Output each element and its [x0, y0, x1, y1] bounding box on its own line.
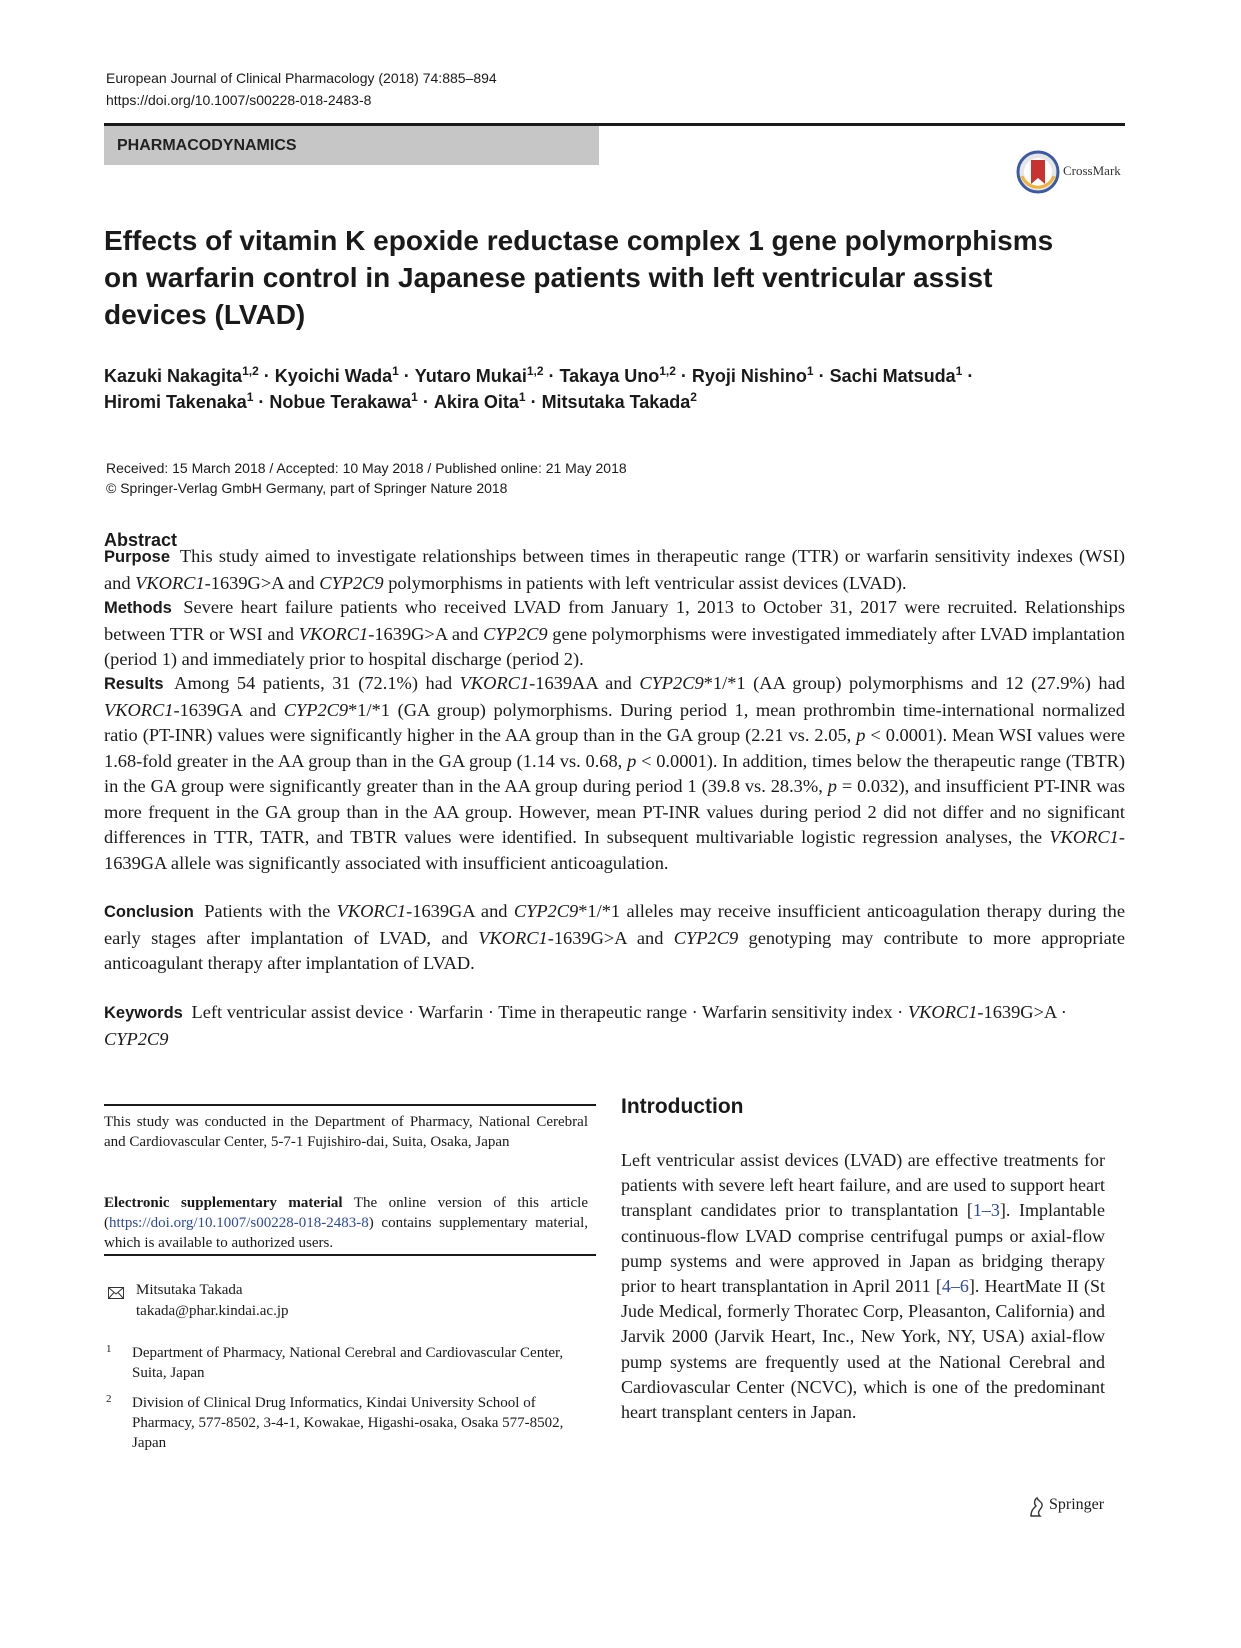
introduction-heading: Introduction — [621, 1095, 744, 1118]
abstract-heading: Abstract — [104, 530, 178, 550]
affiliation-2-number: 2 — [106, 1393, 112, 1405]
author-name[interactable]: Sachi Matsuda — [829, 366, 956, 386]
corresponding-author-name: Mitsutaka Takada — [136, 1282, 243, 1298]
title-line-3: devices (LVAD) — [104, 299, 306, 330]
author-affiliation: 1 — [392, 364, 399, 378]
results-label: Results — [104, 675, 164, 693]
author-affiliation: 1 — [411, 390, 418, 404]
author-affiliation: 1,2 — [242, 364, 259, 378]
author-name[interactable]: Mitsutaka Takada — [541, 392, 691, 412]
study-note: This study was conducted in the Department of Pharmacy, National Cerebral and Cardiovascular Center, 5-7-1 Fujishiro-dai, Suita, Osaka, Japan — [104, 1114, 588, 1150]
footnote-rule-top — [104, 1104, 596, 1106]
copyright-notice: © Springer-Verlag GmbH Germany, part of Springer Nature 2018 — [106, 480, 508, 496]
abstract-methods — [104, 595, 1125, 673]
author-affiliation: 1 — [955, 364, 963, 378]
purpose-label: Purpose — [104, 548, 171, 566]
author-name[interactable]: Hiromi Takenaka — [104, 392, 247, 412]
author-affiliation: 2 — [690, 390, 697, 404]
affiliation-2: Division of Clinical Drug Informatics, Kindai University School of Pharmacy, 577-8502, 3-4-1, Kowakae, Higashi-osaka, Osaka 577-8502, Japan — [132, 1395, 564, 1451]
conclusion-label: Conclusion — [104, 903, 194, 921]
methods-label: Methods — [104, 599, 172, 617]
section-label: PHARMACODYNAMICS — [117, 137, 297, 154]
author-affiliation: 1,2 — [526, 364, 544, 378]
title-line-1: Effects of vitamin K epoxide reductase complex 1 gene polymorphisms — [104, 225, 1054, 256]
footnote-rule-bottom — [104, 1254, 596, 1256]
abstract-results — [104, 671, 1125, 876]
crossmark-label: CrossMark — [1063, 163, 1121, 178]
author-affiliation: 1 — [518, 390, 526, 404]
methods-text: Severe heart failure patients who received LVAD from January 1, 2013 to October 31, 2017 were recruited. Relationships between TTR or WSI and VKORC1-1639G>A and CYP2C9 gene polymorphisms were investigated immediately after LVAD implantation (period 1) and immediately prior to hospital discharge (period 2). — [104, 597, 1125, 669]
author-name[interactable]: Ryoji Nishino — [691, 366, 807, 386]
esm-pre: The online version of this article ( — [104, 1195, 589, 1231]
affiliation-1: Department of Pharmacy, National Cerebral and Cardiovascular Center, Suita, Japan — [132, 1345, 564, 1381]
author-name[interactable]: Kyoichi Wada — [274, 366, 393, 386]
authors-line-1: Kazuki Nakagita$^{1,2}$ · Kyoichi Wada$^1$ · Yutaro Mukai$^{1,2}$ · Takaya Uno$^{1,2}$ · Ryoji Nishino$^1$ · Sachi Matsuda$^1$ · — [104, 364, 974, 386]
authors-line-2: Hiromi Takenaka$^1$ · Nobue Terakawa$^1$ · Akira Oita$^1$ · Mitsutaka Takada$^2$ — [104, 390, 697, 412]
publication-dates: Received: 15 March 2018 / Accepted: 10 May 2018 / Published online: 21 May 2018 — [106, 460, 627, 476]
abstract-conclusion — [104, 899, 1125, 977]
author-name[interactable]: Kazuki Nakagita — [104, 366, 243, 386]
springer-horse-icon — [1025, 1496, 1047, 1518]
introduction-text: Left ventricular assist devices (LVAD) are effective treatments for patients with severe left heart failure, and are used to support heart transplant candidates prior to transplantation [1–3]. Implantable continuous-flow LVAD comprise centrifugal pumps or axial-flow pump systems and were approved in Japan as bridging therapy prior to heart transplantation in April 2011 [4–6]. HeartMate II (St Jude Medical, formerly Thoratec Corp, Pleasanton, California) and Jarvik 2000 (Jarvik Heart, Inc., New York, NY, USA) axial-flow pump systems are frequently used at the National Cerebral and Cardiovascular Center (NCVC), which is one of the predominant heart transplant centers in Japan. — [621, 1150, 1106, 1423]
esm-label: Electronic supplementary material — [104, 1195, 343, 1211]
author-name[interactable]: Takaya Uno — [559, 366, 660, 386]
results-text: Among 54 patients, 31 (72.1%) had VKORC1-1639AA and CYP2C9*1/*1 (AA group) polymorphisms and 12 (27.9%) had VKORC1-1639GA and CYP2C9*1/*1 (GA group) polymorphisms. During period 1, mean prothrombin time-international normalized ratio (PT-INR) values were significantly higher in the AA group than in the GA group (2.21 vs. 2.05, p < 0.0001). Mean WSI values were 1.68-fold greater in the AA group than in the GA group (1.14 vs. 0.68, p < 0.0001). In addition, times below the therapeutic range (TBTR) in the GA group were significantly greater than in the AA group during period 1 (39.8 vs. 28.3%, p = 0.032), and insufficient PT-INR was more frequent in the GA group than in the AA group. However, mean PT-INR values during period 2 did not differ and no significant differences in TTR, TATR, and TBTR values were identified. In subsequent multivariable logistic regression analyses, the VKORC1-1639GA allele was significantly associated with insufficient anticoagulation. — [104, 673, 1126, 873]
article-title — [104, 222, 1064, 333]
supplementary-note — [104, 1193, 588, 1253]
author-name[interactable]: Yutaro Mukai — [414, 366, 527, 386]
envelope-icon — [108, 1287, 124, 1299]
crossmark-icon — [1016, 150, 1060, 194]
springer-label: Springer — [1049, 1496, 1105, 1513]
keywords-text: Left ventricular assist device · Warfarin · Time in therapeutic range · Warfarin sensitivity index · VKORC1-1639G>A · CYP2C9 — [104, 1002, 1067, 1049]
purpose-text: This study aimed to investigate relationships between times in therapeutic range (TTR) or warfarin sensitivity indexes (WSI) and VKORC1-1639G>A and CYP2C9 polymorphisms in patients with left ventricular assist devices (LVAD). — [104, 546, 1126, 593]
abstract-purpose — [104, 544, 1125, 596]
affiliation-1-number: 1 — [106, 1343, 112, 1355]
esm-post: ) contains supplementary material, which is available to authorized users. — [104, 1215, 588, 1251]
author-name[interactable]: Nobue Terakawa — [269, 392, 412, 412]
author-affiliation: 1 — [806, 364, 814, 378]
esm-link[interactable]: https://doi.org/10.1007/s00228-018-2483-8 — [109, 1215, 369, 1231]
keywords-label: Keywords — [104, 1004, 183, 1022]
author-affiliation: 1,2 — [659, 364, 676, 378]
keywords — [104, 1000, 1125, 1052]
corresponding-author-email[interactable]: takada@phar.kindai.ac.jp — [136, 1303, 289, 1319]
conclusion-text: Patients with the VKORC1-1639GA and CYP2C9*1/*1 alleles may receive insufficient anticoagulation therapy during the early stages after implantation of LVAD, and VKORC1-1639G>A and CYP2C9 genotyping may contribute to more appropriate anticoagulant therapy after implantation of LVAD. — [104, 901, 1125, 973]
crossmark-logo[interactable] — [1016, 150, 1130, 194]
author-name[interactable]: Akira Oita — [433, 392, 519, 412]
journal-citation: European Journal of Clinical Pharmacology (2018) 74:885–894 — [106, 70, 497, 86]
title-line-2: on warfarin control in Japanese patients with left ventricular assist — [104, 262, 993, 293]
doi-link[interactable]: https://doi.org/10.1007/s00228-018-2483-8 — [106, 92, 372, 108]
author-affiliation: 1 — [246, 390, 254, 404]
